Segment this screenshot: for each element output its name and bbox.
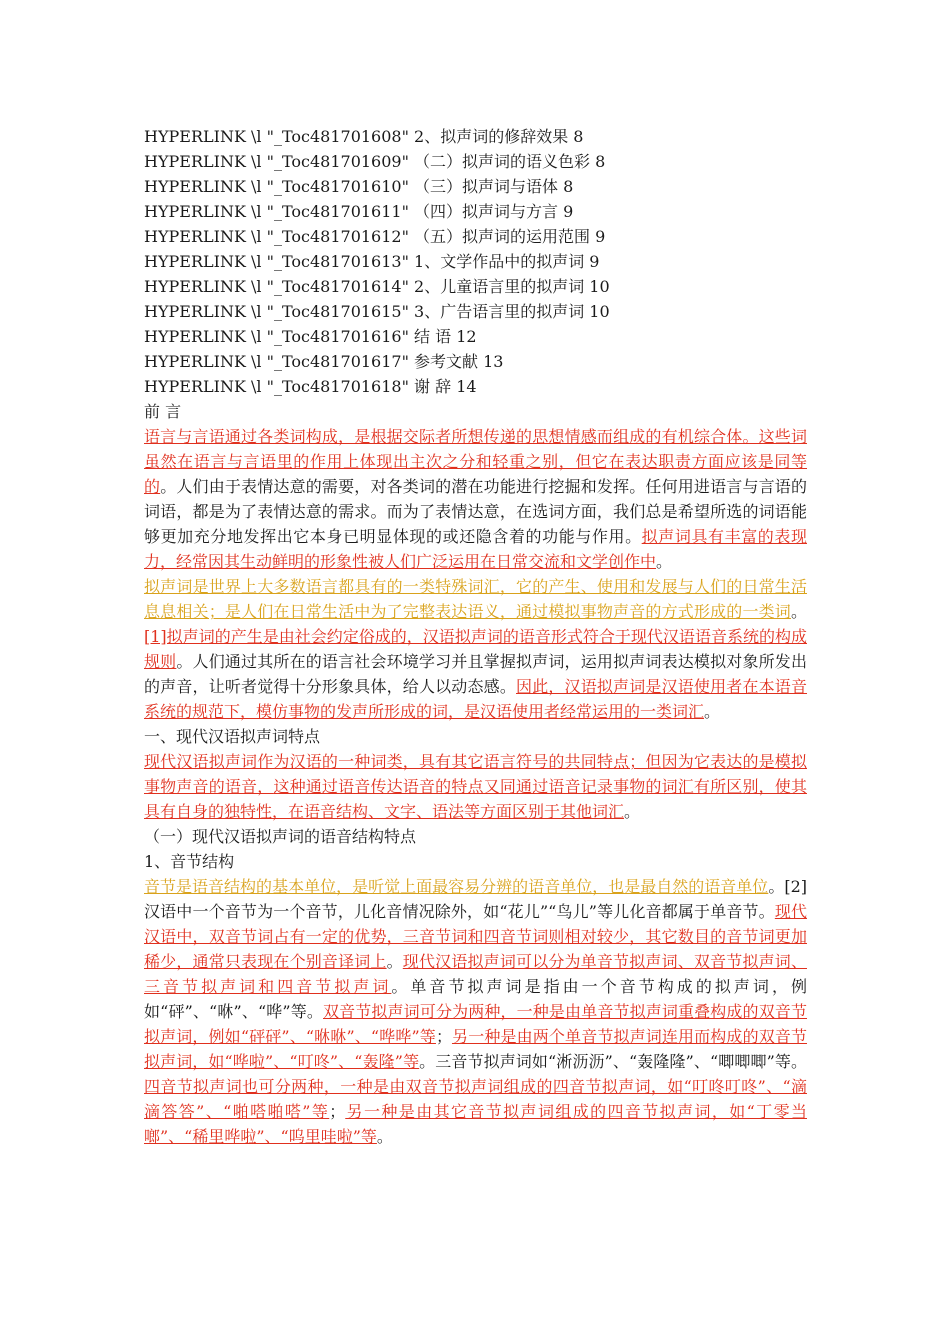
highlighted-text: 音节是语音结构的基本单位，是听觉上面最容易分辨的语音单位，也是最自然的语音单位 (144, 877, 769, 896)
toc-entry[interactable]: HYPERLINK \l "_Toc481701609" （二）拟声词的语义色彩 8 (144, 152, 606, 171)
body-text: 。人们通过其所在的语言社会环境学习并且掌握拟声词，运用拟声词表达模拟对象所发出的声音，让听者觉得十分形象具体，给人以动态感。 (144, 652, 807, 696)
body-text: ； (329, 1102, 346, 1121)
paragraph-syllables (144, 874, 807, 1149)
toc-entry[interactable]: HYPERLINK \l "_Toc481701614" 2、儿童语言里的拟声词 10 (144, 277, 610, 296)
body-text: 。 (656, 552, 673, 571)
paragraph-features (144, 749, 807, 824)
highlighted-text: 现代汉语中，双音节词占有一定的优势，三音节词和四音节词则相对较少，其它数目的音节词更加稀少，通常只表现在个别音译词上 (144, 902, 807, 971)
highlighted-text: 四音节拟声词也可分两种，一种是由双音节拟声词组成的四音节拟声词，如“叮咚叮咚”、“滴滴答答”、“啪嗒啪嗒”等 (144, 1077, 807, 1121)
highlighted-text: 另一种是由其它音节拟声词组成的四音节拟声词，如“丁零当啷”、“稀里哗啦”、“呜里哇啦”等 (144, 1102, 807, 1146)
table-of-contents (144, 124, 814, 399)
highlighted-text: 另一种是由两个单音节拟声词连用而构成的双音节拟声词，如“哗啦”、“叮咚”、“轰隆”等 (144, 1027, 807, 1071)
body-text: 。 (376, 1127, 393, 1146)
body-text: 。 (624, 802, 641, 821)
preface-heading: 前 言 (144, 402, 182, 421)
body-text: 。三音节拟声词如“淅沥沥”、“轰隆隆”、“唧唧唧”等。 (419, 1052, 807, 1071)
highlighted-text: 双音节拟声词可分为两种，一种是由单音节拟声词重叠构成的双音节拟声词，例如“砰砰”、“咻咻”、“哗哗”等 (144, 1002, 807, 1046)
highlighted-text: 现代汉语拟声词作为汉语的一种词类，具有其它语言符号的共同特点；但因为它表达的是模拟事物声音的语音， (144, 752, 807, 796)
body-text: 。 (386, 952, 403, 971)
body-text: ； (435, 1027, 452, 1046)
highlighted-text: 拟声词具有丰富的表现力，经常因其生动鲜明的形象性被人们广泛运用在日常交流和文学创作中 (144, 527, 807, 571)
point-heading: 1、音节结构 (144, 852, 235, 871)
body-text: 。单音节拟声词是指由一个音节构成的拟声词，例如“砰”、“咻”、“哗”等。 (144, 977, 807, 1021)
toc-entry[interactable]: HYPERLINK \l "_Toc481701610" （三）拟声词与语体 8 (144, 177, 574, 196)
highlighted-text: 拟声词是世界上大多数语言都具有的一类特殊词汇，它的产生、使用和发展与人们的日常生活息息相关；是人们在日常生活中为了完整表达语义，通过模拟事物声音的方式形成的一类词 (144, 577, 807, 621)
subsection-heading: （一）现代汉语拟声词的语音结构特点 (144, 827, 417, 846)
highlighted-text: 这种通过语音传达语音的特点又同通过语音记录事物的词汇有所区别，使其具有自身的独特性，在语音结构、文字、语法等方面区别于其他词汇 (144, 777, 807, 821)
toc-entry[interactable]: HYPERLINK \l "_Toc481701616" 结 语 12 (144, 327, 477, 346)
section-heading: 一、现代汉语拟声词特点 (144, 727, 321, 746)
document-body (144, 399, 807, 1149)
toc-entry[interactable]: HYPERLINK \l "_Toc481701613" 1、文学作品中的拟声词 9 (144, 252, 600, 271)
body-text: 。 (704, 702, 721, 721)
toc-entry[interactable]: HYPERLINK \l "_Toc481701618" 谢 辞 14 (144, 377, 477, 396)
highlighted-text: 现代汉语拟声词可以分为单音节拟声词、双音节拟声词、三音节拟声词和四音节拟声词 (144, 952, 807, 996)
highlighted-text: [1]拟声词的产生是由社会约定俗成的，汉语拟声词的语音形式符合于现代汉语语音系统的构成规则 (144, 627, 807, 671)
toc-entry[interactable]: HYPERLINK \l "_Toc481701611" （四）拟声词与方言 9 (144, 202, 574, 221)
highlighted-text: 因此，汉语拟声词是汉语使用者在本语音系统的规范下，模仿事物的发声所形成的词，是汉语使用者经常运用的一类词汇 (144, 677, 807, 721)
body-text: 。[2]汉语中一个音节为一个音节，儿化音情况除外，如“花儿”“鸟儿”等儿化音都属于单音节。 (144, 877, 807, 921)
paragraph-intro (144, 424, 807, 574)
body-text: 。人们由于表情达意的需要，对各类词的潜在功能进行挖掘和发挥。任何用进语言与言语的词语，都是为了表情达意的需求。而为了表情达意，在选词方面，我们总是希望所选的词语能够更加充分地发挥出它本身已明显体现的或还隐含着的功能与作用。 (144, 477, 807, 546)
highlighted-text: 语言与言语通过各类词构成，是根据交际者所想传递的思想情感而组成的有机综合体。这些词虽然在语言与言语里的作用上体现出主次之分和轻重之别，但它在表达职责方面应该是同等的 (144, 427, 807, 496)
toc-entry[interactable]: HYPERLINK \l "_Toc481701612" （五）拟声词的运用范围 9 (144, 227, 606, 246)
paragraph-definition (144, 574, 807, 724)
toc-entry[interactable]: HYPERLINK \l "_Toc481701617" 参考文献 13 (144, 352, 504, 371)
toc-entry[interactable]: HYPERLINK \l "_Toc481701615" 3、广告语言里的拟声词 10 (144, 302, 610, 321)
toc-entry[interactable]: HYPERLINK \l "_Toc481701608" 2、拟声词的修辞效果 8 (144, 127, 584, 146)
body-text: 。 (790, 602, 807, 621)
